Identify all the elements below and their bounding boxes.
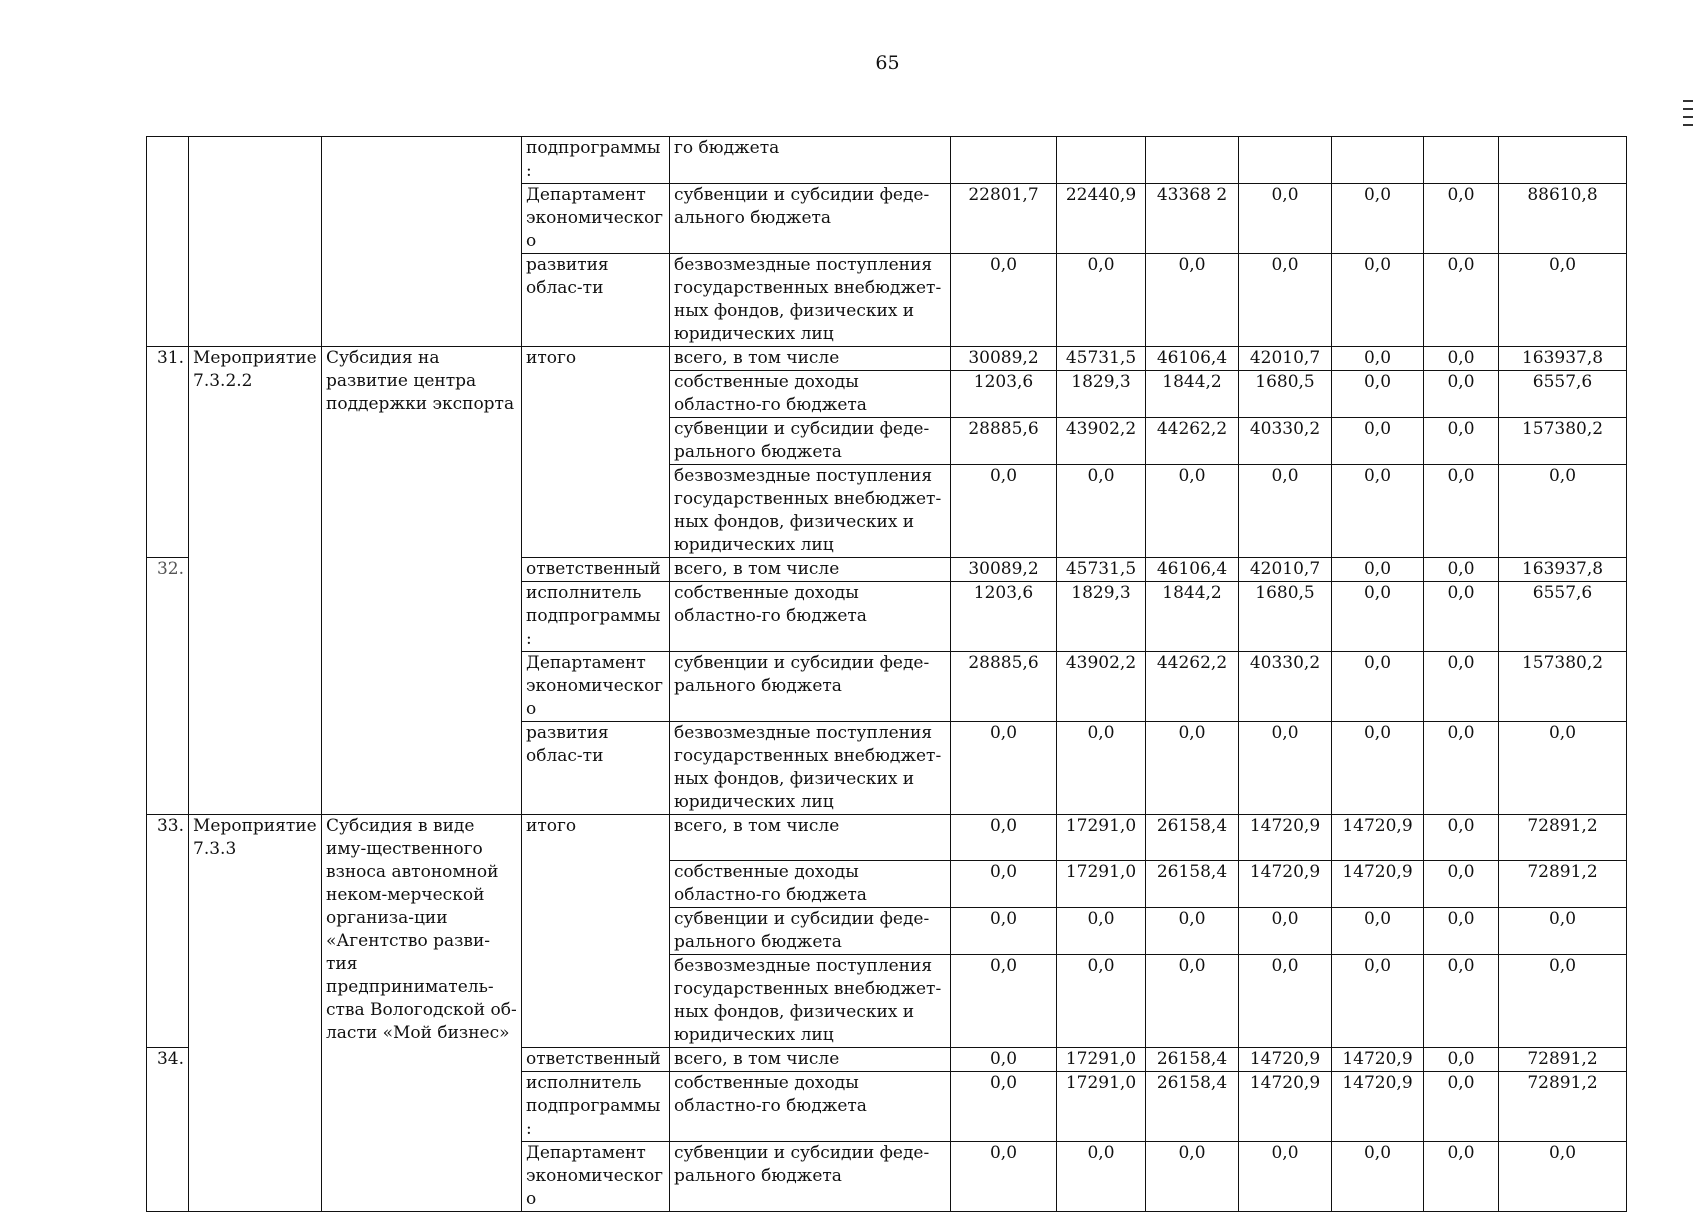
cell-value: 0,0 [1424,908,1499,955]
cell-value: 0,0 [1332,722,1424,815]
cell-value: 0,0 [1332,371,1424,418]
scan-edge-mark [1683,116,1693,118]
cell-value: 0,0 [1332,418,1424,465]
cell-value: 0,0 [951,1072,1057,1142]
cell-value: 17291,0 [1057,1048,1146,1072]
budget-table [146,136,1627,1212]
cell-value: 42010,7 [1239,347,1332,371]
cell-value: 0,0 [1239,465,1332,558]
cell-value: 0,0 [1057,955,1146,1048]
cell-value: 0,0 [1332,184,1424,254]
cell-value: 72891,2 [1499,1048,1627,1072]
cell-value: 0,0 [1424,1048,1499,1072]
cell-value: 26158,4 [1146,861,1239,908]
cell-value: 0,0 [1057,1142,1146,1212]
cell-value: 17291,0 [1057,1072,1146,1142]
cell-value: 157380,2 [1499,652,1627,722]
cell-value [1239,137,1332,184]
scan-edge-mark [1683,124,1693,126]
cell-value: 0,0 [1146,722,1239,815]
cell-value: 0,0 [1424,371,1499,418]
cell-value: 30089,2 [951,558,1057,582]
cell-value: 0,0 [1332,254,1424,347]
cell-value: 0,0 [1499,465,1627,558]
cell-value: 6557,6 [1499,371,1627,418]
cell-value: 0,0 [1424,861,1499,908]
cell-value: 0,0 [1239,254,1332,347]
cell-source: безвозмездные поступления государственных внебюджет-ных фондов, физических и юридических лиц [670,465,951,558]
cell-value: 0,0 [1499,908,1627,955]
cell-value: 0,0 [951,254,1057,347]
cell-measure: Мероприятие 7.3.3 [189,815,322,1212]
cell-value: 1829,3 [1057,582,1146,652]
cell-value: 0,0 [1424,1072,1499,1142]
cell-value: 0,0 [1424,955,1499,1048]
cell-value: 0,0 [1239,955,1332,1048]
cell-value: 157380,2 [1499,418,1627,465]
cell-value: 17291,0 [1057,815,1146,861]
cell-value: 0,0 [1332,347,1424,371]
cell-executor: итого [522,347,670,558]
cell-value: 0,0 [1424,254,1499,347]
cell-executor: развития облас-ти [522,722,670,815]
cell-value: 43902,2 [1057,418,1146,465]
cell-value: 1844,2 [1146,582,1239,652]
cell-source: собственные доходы областно-го бюджета [670,582,951,652]
cell-executor: подпрограммы: [522,137,670,184]
cell-value: 46106,4 [1146,558,1239,582]
cell-value: 0,0 [1146,254,1239,347]
cell-source: субвенции и субсидии феде-рального бюджета [670,908,951,955]
cell-value: 0,0 [1332,558,1424,582]
cell-value: 43902,2 [1057,652,1146,722]
cell-value: 0,0 [1146,1142,1239,1212]
cell-value: 163937,8 [1499,558,1627,582]
cell-value: 0,0 [1239,722,1332,815]
cell-value: 0,0 [1146,465,1239,558]
cell-source: безвозмездные поступления государственных внебюджет-ных фондов, физических и юридических лиц [670,722,951,815]
cell-value: 17291,0 [1057,861,1146,908]
cell-value: 14720,9 [1239,1072,1332,1142]
table-row [147,815,1627,861]
cell-measure: Мероприятие 7.3.2.2 [189,347,322,815]
cell-value: 0,0 [1424,418,1499,465]
cell-value: 0,0 [1499,955,1627,1048]
cell-executor: Департамент экономического [522,184,670,254]
cell-value: 14720,9 [1239,815,1332,861]
cell-source: всего, в том числе [670,558,951,582]
cell-value: 0,0 [1499,254,1627,347]
cell-value: 0,0 [951,722,1057,815]
cell-value: 44262,2 [1146,652,1239,722]
cell-executor: Департамент экономического [522,1142,670,1212]
cell-executor: ответственный [522,558,670,582]
cell-value: 6557,6 [1499,582,1627,652]
cell-value: 0,0 [1424,722,1499,815]
cell-value: 0,0 [1239,1142,1332,1212]
cell-source: собственные доходы областно-го бюджета [670,1072,951,1142]
scan-edge-mark [1683,108,1693,110]
cell-value: 22440,9 [1057,184,1146,254]
cell-value: 0,0 [1057,908,1146,955]
cell-executor: ответственный [522,1048,670,1072]
cell-source: субвенции и субсидии феде-рального бюджета [670,418,951,465]
cell-value: 14720,9 [1332,1072,1424,1142]
table-row [147,347,1627,371]
cell-value: 0,0 [1239,184,1332,254]
cell-source: го бюджета [670,137,951,184]
cell-executor: итого [522,815,670,1048]
cell-value: 28885,6 [951,418,1057,465]
cell-source: субвенции и субсидии феде-ального бюджета [670,184,951,254]
cell-value: 26158,4 [1146,1048,1239,1072]
cell-value: 0,0 [1499,1142,1627,1212]
page-number: 65 [875,52,900,74]
cell-value: 40330,2 [1239,418,1332,465]
cell-value: 1203,6 [951,371,1057,418]
cell-value: 43368 2 [1146,184,1239,254]
cell-value: 0,0 [951,908,1057,955]
cell-value: 1680,5 [1239,371,1332,418]
cell-value: 45731,5 [1057,558,1146,582]
cell-value: 26158,4 [1146,1072,1239,1142]
cell-value [1057,137,1146,184]
cell-description: Субсидия в виде иму-щественного взноса автономной неком-мерческой организа-ции «Агентство разви-тия предприниматель-ства Вологодской об-ласти «Мой бизнес» [322,815,522,1212]
cell-value: 1680,5 [1239,582,1332,652]
scan-edge-mark [1683,100,1693,102]
cell-value: 0,0 [1424,558,1499,582]
cell-value: 0,0 [1057,722,1146,815]
cell-value: 14720,9 [1332,861,1424,908]
cell-source: собственные доходы областно-го бюджета [670,371,951,418]
cell-value: 46106,4 [1146,347,1239,371]
cell-value: 14720,9 [1332,1048,1424,1072]
cell-value: 30089,2 [951,347,1057,371]
cell-source: всего, в том числе [670,1048,951,1072]
cell-measure [189,137,322,347]
cell-value: 1203,6 [951,582,1057,652]
cell-value: 14720,9 [1239,861,1332,908]
cell-value: 0,0 [1424,1142,1499,1212]
cell-executor: исполнитель подпрограммы: [522,1072,670,1142]
cell-value: 0,0 [1332,652,1424,722]
cell-value: 0,0 [1424,184,1499,254]
cell-source: субвенции и субсидии феде-рального бюджета [670,652,951,722]
cell-description: Субсидия на развитие центра поддержки экспорта [322,347,522,815]
cell-value: 1829,3 [1057,371,1146,418]
cell-nr: 31. [147,347,189,558]
cell-value: 72891,2 [1499,861,1627,908]
cell-source: всего, в том числе [670,815,951,861]
cell-value: 0,0 [1424,347,1499,371]
table-row [147,137,1627,184]
cell-value [1332,137,1424,184]
cell-value: 0,0 [1332,582,1424,652]
cell-value: 72891,2 [1499,815,1627,861]
cell-value: 22801,7 [951,184,1057,254]
cell-value: 0,0 [1332,908,1424,955]
cell-value: 0,0 [951,955,1057,1048]
cell-value: 45731,5 [1057,347,1146,371]
cell-nr: 33. [147,815,189,1048]
cell-source: субвенции и субсидии феде-рального бюджета [670,1142,951,1212]
cell-value: 0,0 [951,861,1057,908]
cell-value [1424,137,1499,184]
cell-nr [147,137,189,347]
cell-value: 42010,7 [1239,558,1332,582]
cell-value: 0,0 [1424,815,1499,861]
cell-value: 14720,9 [1239,1048,1332,1072]
cell-value: 0,0 [1332,465,1424,558]
cell-value: 0,0 [1424,582,1499,652]
cell-value: 0,0 [951,1048,1057,1072]
cell-nr: 34. [147,1048,189,1212]
cell-value [951,137,1057,184]
cell-value: 163937,8 [1499,347,1627,371]
cell-value: 0,0 [951,815,1057,861]
cell-value: 40330,2 [1239,652,1332,722]
cell-value: 0,0 [1146,955,1239,1048]
cell-value: 26158,4 [1146,815,1239,861]
cell-value: 28885,6 [951,652,1057,722]
cell-value: 0,0 [951,465,1057,558]
cell-executor: Департамент экономического [522,652,670,722]
cell-value: 44262,2 [1146,418,1239,465]
cell-value: 88610,8 [1499,184,1627,254]
cell-value: 72891,2 [1499,1072,1627,1142]
cell-nr: 32. [147,558,189,815]
cell-value [1146,137,1239,184]
cell-value: 0,0 [1499,722,1627,815]
cell-value: 0,0 [1146,908,1239,955]
cell-value: 14720,9 [1332,815,1424,861]
cell-source: безвозмездные поступления государственных внебюджет-ных фондов, физических и юридических лиц [670,254,951,347]
cell-value: 0,0 [1057,254,1146,347]
cell-value: 0,0 [1424,465,1499,558]
cell-value [1499,137,1627,184]
cell-value: 1844,2 [1146,371,1239,418]
cell-source: собственные доходы областно-го бюджета [670,861,951,908]
cell-value: 0,0 [1057,465,1146,558]
cell-source: безвозмездные поступления государственных внебюджет-ных фондов, физических и юридических лиц [670,955,951,1048]
cell-value: 0,0 [951,1142,1057,1212]
cell-executor: развития облас-ти [522,254,670,347]
cell-value: 0,0 [1424,652,1499,722]
cell-value: 0,0 [1239,908,1332,955]
cell-value: 0,0 [1332,1142,1424,1212]
cell-value: 0,0 [1332,955,1424,1048]
cell-source: всего, в том числе [670,347,951,371]
cell-description [322,137,522,347]
cell-executor: исполнитель подпрограммы: [522,582,670,652]
